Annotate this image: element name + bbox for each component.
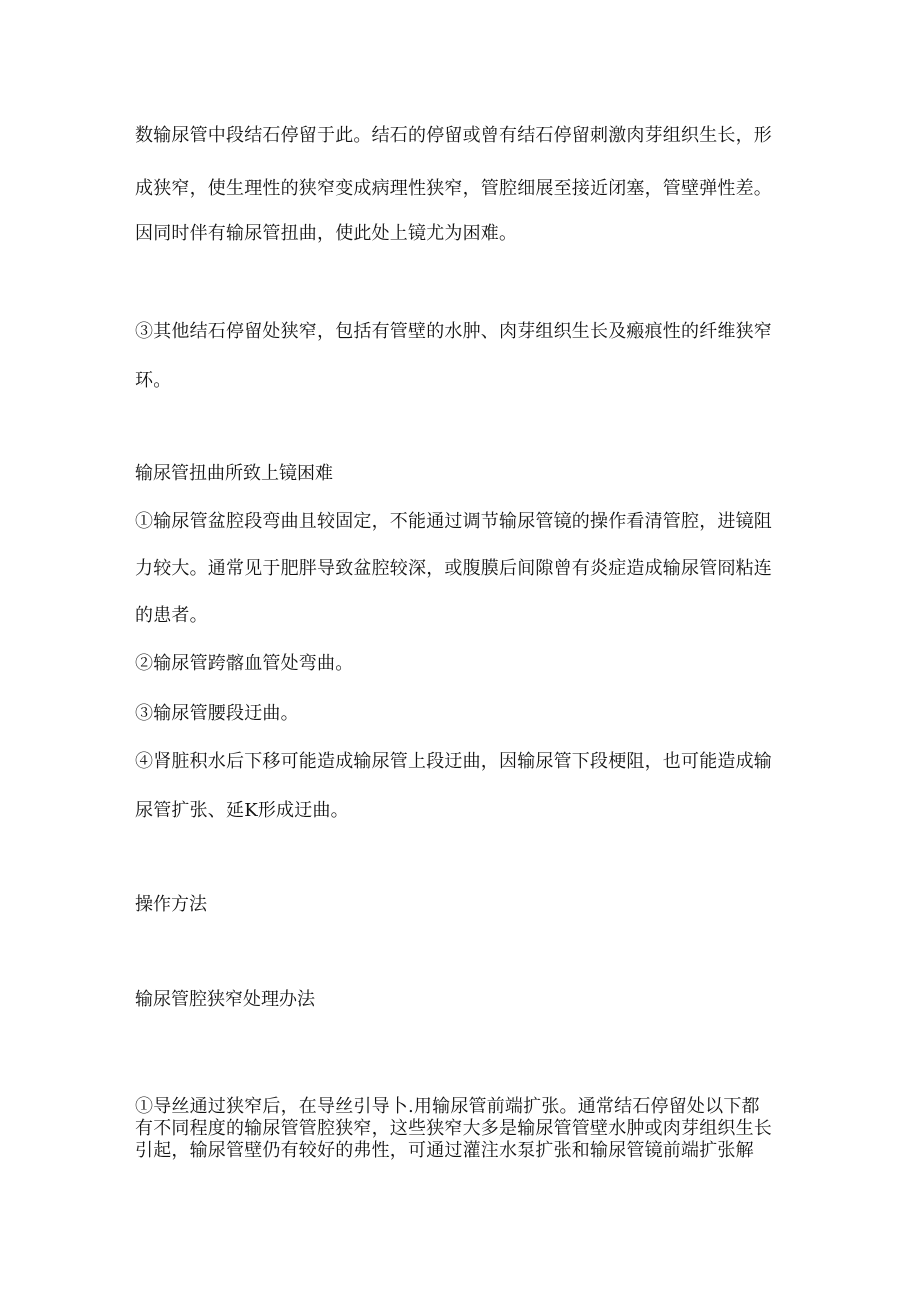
- paragraph-1-line-3: 因同时伴有输尿管扭曲，使此处上镜尤为困难。: [135, 223, 518, 244]
- twist-item-3: ③输尿管腰段迂曲。: [135, 703, 299, 724]
- section-twist-heading: 输尿管扭曲所致上镜困难: [135, 463, 333, 484]
- paragraph-2-line-1: ③其他结石停留处狭窄，包括有管壁的水肿、肉芽组织生长及瘢痕性的纤维狭窄: [135, 321, 772, 342]
- section-method-heading: 操作方法: [135, 894, 207, 915]
- twist-item-2: ②输尿管跨髂血管处弯曲。: [135, 653, 354, 674]
- paragraph-2-line-2: 环。: [135, 370, 172, 391]
- paragraph-1-line-2: 成狭窄，使生理性的狭窄变成病理性狭窄，管腔细展至接近闭塞，管壁弹性差。: [135, 178, 772, 199]
- stricture-item-1-line-1: ①导丝通过狭窄后，在导丝引导卜.用输尿管前端扩张。通常结石停留处以下都: [135, 1096, 760, 1117]
- paragraph-1-line-1: 数输尿管中段结石停留于此。结石的停留或曾有结石停留刺激肉芽组织生长，形: [135, 125, 772, 146]
- twist-item-1-line-3: 的患者。: [135, 605, 208, 626]
- twist-item-1-line-2: 力较大。通常见于肥胖导致盆腔较深，或腹膜后间隙曾有炎症造成输尿管冏粘连: [135, 558, 772, 579]
- section-stricture-heading: 输尿管腔狭窄处理办法: [135, 989, 315, 1010]
- twist-item-4-line-2: 尿管扩张、延K形成迂曲。: [135, 800, 349, 821]
- stricture-item-1-line-2: 有不同程度的输尿管管腔狭窄，这些狭窄大多是输尿管管壁水肿或肉芽组织生长: [135, 1118, 772, 1139]
- stricture-item-1-line-3: 引起，输尿管壁仍有较好的弗性，可通过灌注水泵扩张和输尿管镜前端扩张解: [135, 1140, 754, 1161]
- twist-item-1-line-1: ①输尿管盆腔段弯曲且较固定，不能通过调节输尿管镜的操作看清管腔，进镜阻: [135, 511, 772, 532]
- twist-item-4-line-1: ④肾脏积水后下移可能造成输尿管上段迂曲，因输尿管下段梗阻，也可能造成输: [135, 751, 772, 772]
